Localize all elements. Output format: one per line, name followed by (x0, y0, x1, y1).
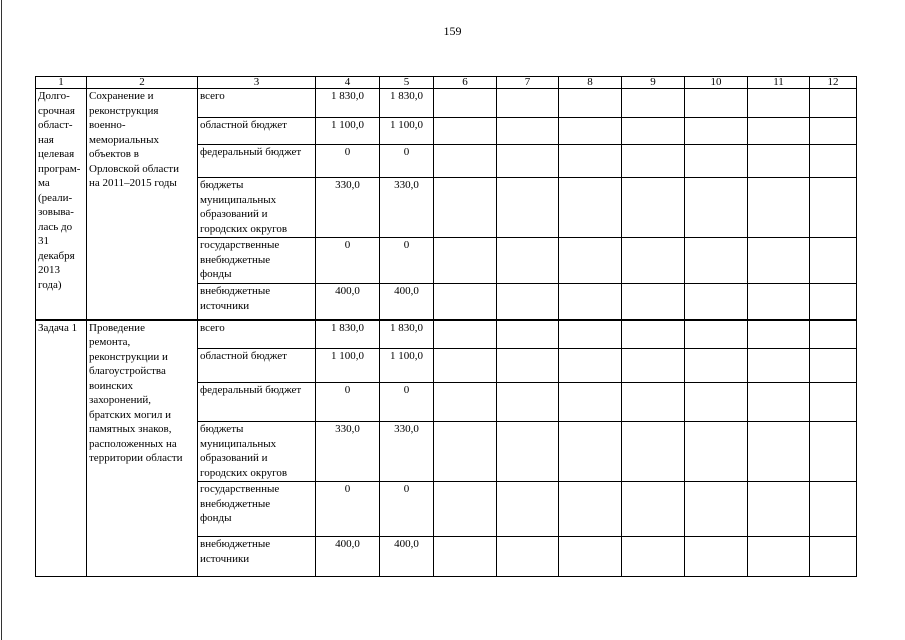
empty-cell (434, 537, 497, 577)
empty-cell (622, 284, 685, 320)
amount-planned-cell: 400,0 (316, 537, 380, 577)
empty-cell (434, 482, 497, 537)
empty-cell (434, 238, 497, 284)
empty-cell (559, 145, 622, 178)
empty-cell (622, 383, 685, 422)
col-header: 10 (685, 77, 748, 89)
empty-cell (622, 537, 685, 577)
empty-cell (559, 482, 622, 537)
empty-cell (748, 284, 810, 320)
empty-cell (810, 482, 857, 537)
empty-cell (559, 118, 622, 145)
empty-cell (810, 89, 857, 118)
empty-cell (559, 422, 622, 482)
col-header: 1 (36, 77, 87, 89)
empty-cell (685, 383, 748, 422)
empty-cell (685, 284, 748, 320)
amount-actual-cell: 0 (380, 383, 434, 422)
budget-table (35, 76, 857, 577)
empty-cell (559, 383, 622, 422)
empty-cell (497, 422, 559, 482)
col-header: 6 (434, 77, 497, 89)
amount-actual-cell: 1 830,0 (380, 320, 434, 349)
col-header: 11 (748, 77, 810, 89)
empty-cell (748, 383, 810, 422)
empty-cell (497, 383, 559, 422)
empty-cell (559, 89, 622, 118)
empty-cell (559, 349, 622, 383)
empty-cell (559, 178, 622, 238)
empty-cell (685, 89, 748, 118)
empty-cell (685, 118, 748, 145)
activity-description-cell: Сохранение и реконструкция военно- мемориальных объектов в Орловской области на 2011–2015 годы (87, 89, 198, 320)
amount-planned-cell: 0 (316, 383, 380, 422)
empty-cell (748, 482, 810, 537)
empty-cell (622, 118, 685, 145)
amount-actual-cell: 330,0 (380, 422, 434, 482)
col-header: 7 (497, 77, 559, 89)
amount-actual-cell: 330,0 (380, 178, 434, 238)
empty-cell (810, 383, 857, 422)
amount-actual-cell: 0 (380, 482, 434, 537)
funding-source-cell: бюджеты муниципальных образований и городских округов (198, 178, 316, 238)
funding-source-cell: федеральный бюджет (198, 145, 316, 178)
empty-cell (748, 178, 810, 238)
funding-source-cell: бюджеты муниципальных образований и городских округов (198, 422, 316, 482)
amount-planned-cell: 330,0 (316, 178, 380, 238)
amount-actual-cell: 1 830,0 (380, 89, 434, 118)
amount-planned-cell: 1 830,0 (316, 89, 380, 118)
empty-cell (497, 349, 559, 383)
empty-cell (434, 178, 497, 238)
empty-cell (559, 238, 622, 284)
empty-cell (497, 537, 559, 577)
empty-cell (497, 482, 559, 537)
col-header: 5 (380, 77, 434, 89)
col-header: 12 (810, 77, 857, 89)
empty-cell (748, 89, 810, 118)
empty-cell (685, 537, 748, 577)
program-name-cell: Задача 1 (36, 320, 87, 577)
amount-planned-cell: 1 100,0 (316, 349, 380, 383)
amount-planned-cell: 0 (316, 238, 380, 284)
funding-source-cell: федеральный бюджет (198, 383, 316, 422)
empty-cell (622, 482, 685, 537)
empty-cell (748, 422, 810, 482)
empty-cell (685, 482, 748, 537)
empty-cell (559, 537, 622, 577)
empty-cell (497, 118, 559, 145)
empty-cell (497, 284, 559, 320)
empty-cell (810, 118, 857, 145)
empty-cell (497, 178, 559, 238)
col-header: 3 (198, 77, 316, 89)
col-header: 2 (87, 77, 198, 89)
empty-cell (497, 145, 559, 178)
empty-cell (748, 320, 810, 349)
funding-source-cell: государственные внебюджетные фонды (198, 482, 316, 537)
empty-cell (685, 238, 748, 284)
amount-planned-cell: 1 830,0 (316, 320, 380, 349)
amount-actual-cell: 0 (380, 238, 434, 284)
table-row (36, 320, 857, 349)
amount-actual-cell: 1 100,0 (380, 118, 434, 145)
empty-cell (497, 320, 559, 349)
funding-source-cell: государственные внебюджетные фонды (198, 238, 316, 284)
empty-cell (810, 238, 857, 284)
empty-cell (434, 320, 497, 349)
empty-cell (622, 238, 685, 284)
empty-cell (434, 349, 497, 383)
empty-cell (748, 118, 810, 145)
empty-cell (748, 349, 810, 383)
empty-cell (810, 145, 857, 178)
empty-cell (622, 89, 685, 118)
empty-cell (434, 383, 497, 422)
empty-cell (622, 422, 685, 482)
empty-cell (685, 145, 748, 178)
empty-cell (622, 145, 685, 178)
funding-source-cell: всего (198, 320, 316, 349)
col-header: 9 (622, 77, 685, 89)
empty-cell (810, 284, 857, 320)
funding-source-cell: областной бюджет (198, 349, 316, 383)
empty-cell (810, 537, 857, 577)
empty-cell (685, 422, 748, 482)
amount-actual-cell: 400,0 (380, 537, 434, 577)
empty-cell (559, 320, 622, 349)
empty-cell (622, 349, 685, 383)
program-name-cell: Долго- срочная област- ная целевая програм- ма (реали- зовыва- лась до 31 декабря 2013 года) (36, 89, 87, 320)
empty-cell (559, 284, 622, 320)
empty-cell (748, 537, 810, 577)
empty-cell (685, 320, 748, 349)
empty-cell (497, 89, 559, 118)
amount-actual-cell: 1 100,0 (380, 349, 434, 383)
col-header: 4 (316, 77, 380, 89)
amount-planned-cell: 400,0 (316, 284, 380, 320)
funding-source-cell: внебюджетные источники (198, 537, 316, 577)
amount-actual-cell: 400,0 (380, 284, 434, 320)
empty-cell (810, 349, 857, 383)
empty-cell (622, 320, 685, 349)
col-header: 8 (559, 77, 622, 89)
table-body (36, 89, 857, 577)
funding-source-cell: областной бюджет (198, 118, 316, 145)
amount-planned-cell: 1 100,0 (316, 118, 380, 145)
empty-cell (748, 238, 810, 284)
empty-cell (434, 89, 497, 118)
empty-cell (810, 320, 857, 349)
empty-cell (685, 349, 748, 383)
empty-cell (434, 284, 497, 320)
empty-cell (434, 118, 497, 145)
amount-actual-cell: 0 (380, 145, 434, 178)
empty-cell (810, 178, 857, 238)
empty-cell (434, 145, 497, 178)
header-row (36, 77, 857, 89)
amount-planned-cell: 0 (316, 482, 380, 537)
empty-cell (622, 178, 685, 238)
empty-cell (685, 178, 748, 238)
amount-planned-cell: 0 (316, 145, 380, 178)
empty-cell (748, 145, 810, 178)
table-row (36, 89, 857, 118)
funding-source-cell: всего (198, 89, 316, 118)
empty-cell (497, 238, 559, 284)
funding-source-cell: внебюджетные источники (198, 284, 316, 320)
page-number: 159 (443, 24, 462, 38)
page-left-border (1, 0, 2, 640)
amount-planned-cell: 330,0 (316, 422, 380, 482)
empty-cell (434, 422, 497, 482)
activity-description-cell: Проведение ремонта, реконструкции и благоустройства воинских захоронений, братских могил и памятных знаков, расположенных на территории области (87, 320, 198, 577)
empty-cell (810, 422, 857, 482)
